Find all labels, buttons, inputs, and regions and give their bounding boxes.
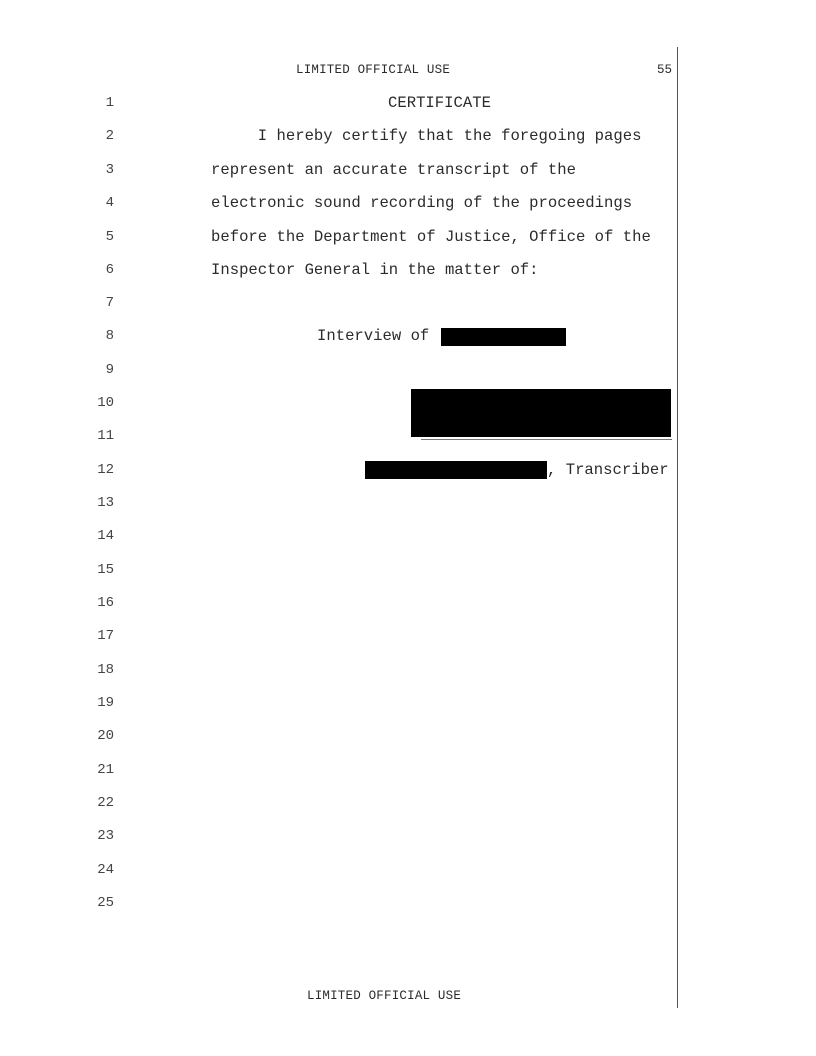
- line-number: 19: [97, 695, 114, 711]
- line-number: 12: [97, 462, 114, 478]
- line-number: 23: [97, 828, 114, 844]
- line-number: 8: [105, 328, 114, 344]
- certificate-line: before the Department of Justice, Office of the: [211, 228, 651, 246]
- line-number: 18: [97, 662, 114, 678]
- interview-label: Interview of: [317, 327, 430, 345]
- line-number: 16: [97, 595, 114, 611]
- line-number: 5: [105, 229, 114, 245]
- certificate-line: Inspector General in the matter of:: [211, 261, 539, 279]
- certificate-title: CERTIFICATE: [388, 94, 491, 112]
- line-number: 20: [97, 728, 114, 744]
- line-number: 4: [105, 195, 114, 211]
- line-number: 24: [97, 862, 114, 878]
- line-number: 25: [97, 895, 114, 911]
- line-number: 9: [105, 362, 114, 378]
- certificate-line: represent an accurate transcript of the: [211, 161, 576, 179]
- line-number: 7: [105, 295, 114, 311]
- certificate-line: electronic sound recording of the proceedings: [211, 194, 633, 212]
- line-number: 14: [97, 528, 114, 544]
- signature-line: [421, 439, 672, 440]
- header-classification: LIMITED OFFICIAL USE: [296, 63, 451, 77]
- line-number: 10: [97, 395, 114, 411]
- line-number: 15: [97, 562, 114, 578]
- redaction-interviewee-name: [441, 328, 566, 346]
- line-number: 6: [105, 262, 114, 278]
- line-number: 17: [97, 628, 114, 644]
- transcriber-label: , Transcriber: [547, 461, 669, 479]
- certificate-line: I hereby certify that the foregoing pages: [211, 127, 642, 145]
- right-margin-rule: [677, 47, 678, 1008]
- redaction-transcriber-name: [365, 461, 547, 479]
- line-number: 13: [97, 495, 114, 511]
- line-number: 1: [105, 95, 114, 111]
- footer-classification: LIMITED OFFICIAL USE: [307, 989, 462, 1003]
- line-number: 11: [97, 428, 114, 444]
- line-number: 21: [97, 762, 114, 778]
- line-number: 2: [105, 128, 114, 144]
- page-number: 55: [656, 63, 672, 77]
- line-number: 3: [105, 162, 114, 178]
- redaction-signature: [411, 389, 671, 437]
- line-number: 22: [97, 795, 114, 811]
